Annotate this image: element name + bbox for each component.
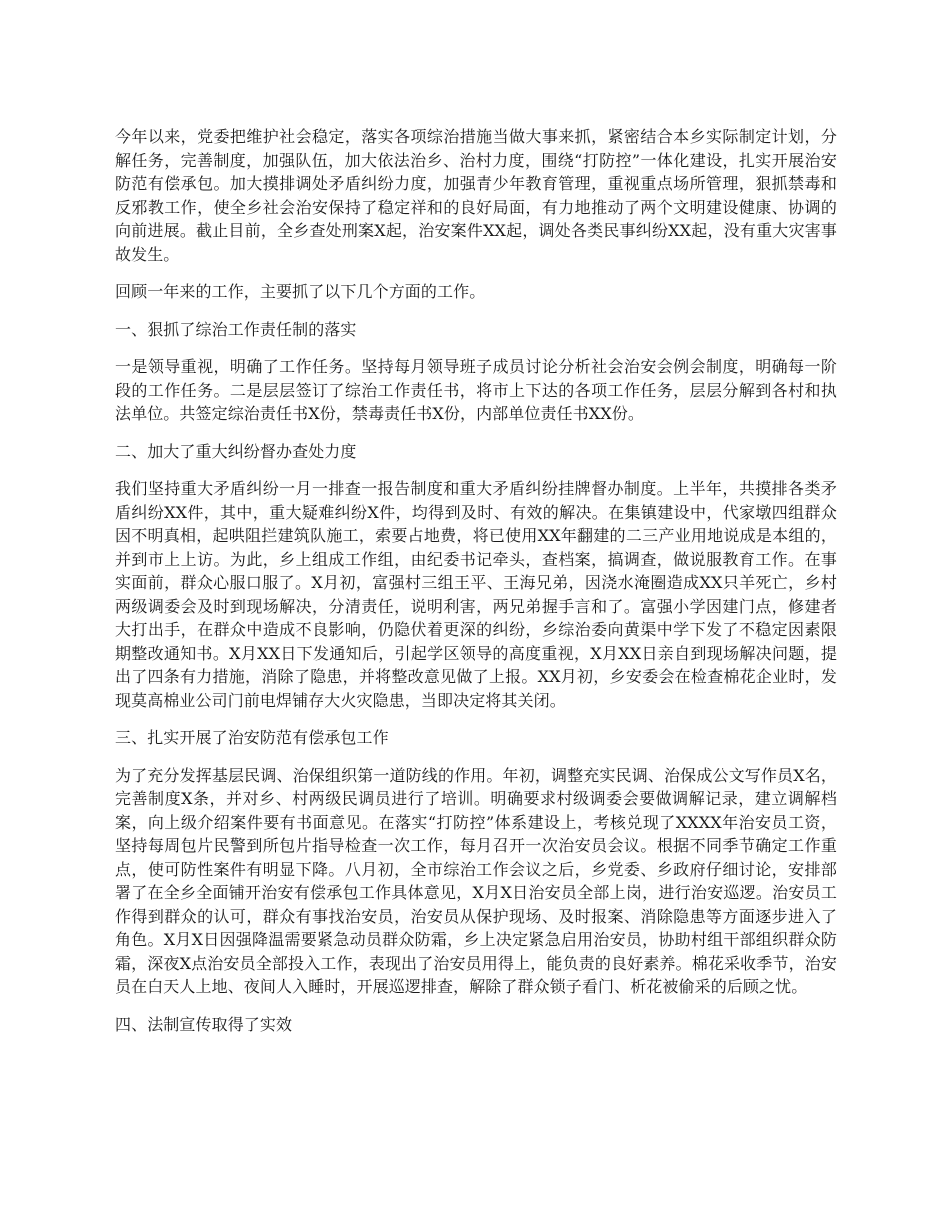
- section-3-paragraph: 为了充分发挥基层民调、治保组织第一道防线的作用。年初，调整充实民调、治保成公文写作员X名，完善制度X条，并对乡、村两级民调员进行了培训。明确要求村级调委会要做调解记录，建立调解档案，向上级介绍案件要有书面意见。在落实“打防控”体系建设上，考核兑现了XXXX年治安员工资，坚持每周包片民警到所包片指导检查一次工作，每月召开一次治安员会议。根据不同季节确定工作重点，使可防性案件有明显下降。八月初，全市综治工作会议之后，乡党委、乡政府仔细讨论，安排部署了在全乡全面铺开治安有偿承包工作具体意见，X月X日治安员全部上岗，进行治安巡逻。治安员工作得到群众的认可，群众有事找治安员，治安员从保护现场、及时报案、消除隐患等方面逐步进入了角色。X月X日因强降温需要紧急动员群众防霜，乡上决定紧急启用治安员，协助村组干部组织群众防霜，深夜X点治安员全部投入工作，表现出了治安员用得上，能负责的良好素养。棉花采收季节，治安员在白天人上地、夜间人入睡时，开展巡逻排查，解除了群众锁子看门、析花被偷采的后顾之忧。: [115, 765, 837, 996]
- section-2-paragraph: 我们坚持重大矛盾纠纷一月一排查一报告制度和重大矛盾纠纷挂牌督办制度。上半年，共摸排各类矛盾纠纷XX件，其中，重大疑难纠纷X件，均得到及时、有效的解决。在集镇建设中，代家墩四组群众因不明真相，起哄阻拦建筑队施工，索要占地费，将已使用XX年翻建的二三产业用地说成是本组的，并到市上上访。为此，乡上组成工作组，由纪委书记牵头，查档案，搞调查，做说服教育工作。在事实面前，群众心服口服了。X月初，富强村三组王平、王海兄弟，因浇水淹圈造成XX只羊死亡，乡村两级调委会及时到现场解决，分清责任，说明利害，两兄弟握手言和了。富强小学因建门点，修建者大打出手，在群众中造成不良影响，仍隐伏着更深的纠纷，乡综治委向黄渠中学下发了不稳定因素限期整改通知书。X月XX日下发通知后，引起学区领导的高度重视，X月XX日亲自到现场解决问题，提出了四条有力措施，消除了隐患，并将整改意见做了上报。XX月初，乡安委会在检查棉花企业时，发现莫高棉业公司门前电焊铺存大火灾隐患，当即决定将其关闭。: [115, 479, 837, 710]
- section-heading-2: 二、加大了重大纠纷督办查处力度: [115, 441, 357, 461]
- section-heading-3: 三、扎实开展了治安防范有偿承包工作: [115, 728, 389, 747]
- document-page: [115, 125, 837, 1050]
- review-paragraph: 回顾一年来的工作，主要抓了以下几个方面的工作。: [115, 282, 486, 301]
- intro-paragraph: 今年以来，党委把维护社会稳定，落实各项综治措施当做大事来抓，紧密结合本乡实际制定计划，分解任务，完善制度，加强队伍，加大依法治乡、治村力度，围绕“打防控”一体化建设，扎实开展治安防范有偿承包。加大摸排调处矛盾纠纷力度，加强青少年教育管理，重视重点场所管理，狠抓禁毒和反邪教工作，使全乡社会治安保持了稳定祥和的良好局面，有力地推动了两个文明建设健康、协调的向前进展。截止目前，全乡查处刑案X起，治安案件XX起，调处各类民事纠纷XX起，没有重大灾害事故发生。: [115, 127, 837, 264]
- section-heading-1: 一、狠抓了综治工作责任制的落实: [115, 319, 357, 339]
- section-heading-4: 四、法制宣传取得了实效: [115, 1014, 293, 1034]
- section-1-paragraph: 一是领导重视，明确了工作任务。坚持每月领导班子成员讨论分析社会治安会例会制度，明确每一阶段的工作任务。二是层层签订了综治工作责任书，将市上下达的各项工作任务，层层分解到各村和执法单位。共签定综治责任书X份，禁毒责任书X份，内部单位责任书XX份。: [115, 357, 837, 423]
